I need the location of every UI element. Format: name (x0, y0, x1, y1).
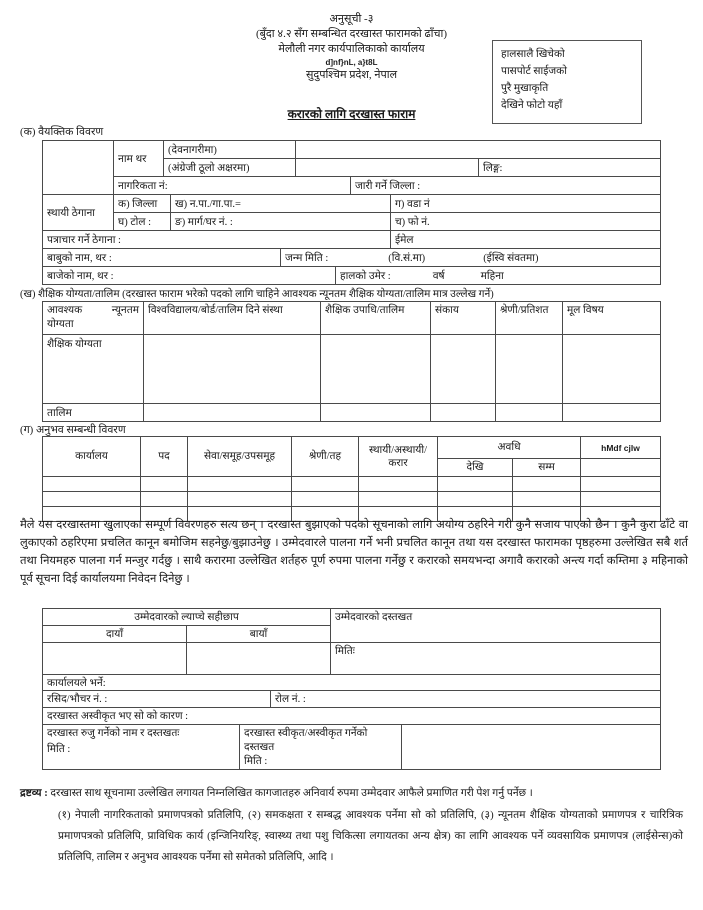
empty-cell (188, 492, 292, 507)
name-devnagari-label: (देवनागरीमा) (164, 141, 296, 159)
footnote-items: (१) नेपाली नागरिकताको प्रमाणपत्रको प्रतिलिपि, (२) समकक्षता र सम्बद्ध आवश्यक पर्नेमा सो को प्रतिलिपि, (३) न्यूनतम शैक्षिक योग्यताको प्रमाणपत्र र चारित्रिक प्रमाणपत्रको प्रतिलिपि, प्राविधिक कार्य (इन्जिनियरिङ्, स्वास्थ्य तथा पशु चिकित्सा लगायतका अन्य क्षेत्र) का लागि आवश्यक पर्ने व्यवसायिक प्रमाणपत्र (लाईसेन्स)को प्रतिलिपि, तालिम र अनुभव आवश्यक पर्नेमा सो समेतको प्रतिलिपि, आदि । (58, 810, 683, 863)
empty-cell (438, 492, 513, 507)
thumbprint-right-box (43, 643, 187, 675)
exp-header-office: कार्यालय (43, 437, 141, 477)
experience-table (42, 436, 660, 522)
empty-cell (359, 492, 438, 507)
municipality-label: ख) न.पा./गा.पा.= (171, 195, 391, 213)
empty-cell (496, 335, 563, 404)
province-name: सुदुपश्चिम प्रदेश, नेपाल (305, 69, 398, 81)
office-use-label: कार्यालयले भर्ने: (43, 675, 661, 691)
empty-cell (292, 477, 359, 492)
edu-header-faculty: संकाय (431, 302, 496, 335)
empty-cell (431, 335, 496, 404)
office-name: मेलौली नगर कार्यपालिकाको कार्यालय (278, 43, 425, 55)
dob-ad-label: (ईस्वि संवतमा) (483, 252, 539, 264)
edu-header-division: श्रेणी/प्रतिशत (496, 302, 563, 335)
annex-title: अनुसूची -३ (329, 13, 374, 25)
section-title-experience: (ग) अनुभव सम्बन्धी विवरण (20, 424, 126, 436)
approver-label-line1: दरखास्त स्वीकृत/अस्वीकृत गर्नेको (244, 728, 368, 739)
empty-cell (496, 404, 563, 422)
exp-header-service-group: सेवा/समूह/उपसमूह (188, 437, 292, 477)
empty-cell (141, 477, 188, 492)
candidate-signature-cell: उम्मेदवारको दस्तखत (331, 609, 661, 643)
empty-cell (581, 477, 661, 492)
phone-label: च) फो नं. (391, 213, 661, 231)
empty-cell (581, 492, 661, 507)
name-devnagari-input-cell (296, 141, 661, 159)
checker-date-label: मिति : (47, 744, 71, 755)
current-age-label: हालको उमेर : (340, 270, 391, 282)
footnote-block (20, 786, 688, 868)
edu-header-institution: विश्वविद्यालय/बोर्ड/तालिम दिने संस्था (144, 302, 321, 335)
name-label-cell: नाम थर (114, 141, 164, 177)
empty-cell (402, 725, 661, 770)
email-label: ईमेल (391, 231, 661, 249)
empty-cell (321, 404, 431, 422)
empty-cell (513, 477, 581, 492)
grandfather-name-label: बाजेको नाम, थर : (43, 267, 336, 285)
dob-cell (281, 249, 661, 267)
empty-cell (43, 477, 141, 492)
signature-office-table (42, 608, 660, 770)
personal-details-table (42, 140, 660, 285)
receipt-no-label: रसिद/भौचर नं. : (43, 691, 271, 708)
ward-label: ग) वडा नं (391, 195, 661, 213)
tole-label: घ) टोल : (114, 213, 171, 231)
empty-cell (563, 404, 661, 422)
edu-header-main-subject: मूल विषय (563, 302, 661, 335)
empty-cell (359, 477, 438, 492)
district-label: क) जिल्ला (114, 195, 171, 213)
exp-header-total-period-preeti-text: hMdf cjlw (581, 437, 661, 459)
empty-cell (431, 404, 496, 422)
rejection-reason-label: दरखास्त अस्वीकृत भए सो को कारण : (43, 708, 661, 725)
photo-placeholder-box (492, 40, 642, 124)
photo-box-line: पासपोर्ट साईजको (501, 66, 567, 77)
checker-name-label: दरखास्त रुजु गर्नेको नाम र दस्तखतः (47, 728, 180, 739)
exp-header-period-from: देखि (438, 459, 513, 477)
declaration-paragraph: मैले यस दरखास्तमा खुलाएका सम्पूर्ण विवरणहरु सत्य छन् । दरखास्त बुझाएको पदको सूचनाको लागि अयोग्य ठहरिने गरी कुनै सजाय पाएको छैन । कुनै कुरा ढाँटे वा लुकाएको ठहरिएमा प्रचलित कानून बमोजिम सहनेछु/बुझाउनेछु । उम्मेदवारले पालना गर्ने भनी प्रचलित कानून तथा यस दरखास्त फारामका पृष्ठहरुमा उल्लेखित सबै शर्त तथा नियमहरु पालना गर्न मन्जुर गर्दछु । साथै करारमा उल्लेखित शर्तहरु पूर्ण रुपमा पालना गर्नेछु र करारको समयभन्दा अगावै करारको अन्त्य गर्दा कम्तिमा ३ महिनाको पूर्व सूचना दिई कार्यालयमा निवेदन दिनेछु । (20, 519, 688, 585)
father-name-label: बाबुको नाम, थर : (43, 249, 281, 267)
thumbprint-left-box (187, 643, 331, 675)
dob-bs-label: (वि.सं.मा) (388, 252, 426, 264)
section-title-personal: (क) वैयक्तिक विवरण (20, 126, 104, 138)
mailing-address-label: पत्राचार गर्ने ठेगाना : (43, 231, 391, 249)
current-age-cell (336, 267, 661, 285)
empty-cell (43, 492, 141, 507)
thumbprint-left-label: बायाँ (187, 626, 331, 643)
section-title-education: (ख) शैक्षिक योग्यता/तालिम (दरखास्त फाराम भरेको पदको लागि चाहिने आवश्यक न्यूनतम शैक्षिक योग्यता/तालिम मात्र उल्लेख गर्ने) (20, 289, 494, 300)
empty-cell (188, 477, 292, 492)
edu-row-training-label: तालिम (43, 404, 144, 422)
exp-header-period-to: सम्म (513, 459, 581, 477)
empty-cell (513, 492, 581, 507)
empty-cell (144, 335, 321, 404)
dob-label: जन्म मिति : (285, 252, 329, 264)
thumbprint-right-label: दायाँ (43, 626, 187, 643)
age-years-label: वर्ष (432, 270, 445, 282)
exp-header-period: अवधि (438, 437, 581, 459)
checker-cell (43, 725, 240, 770)
exp-header-class-level: श्रेणी/तह (292, 437, 359, 477)
gender-label: लिङ्ग: (479, 159, 661, 177)
empty-cell (563, 335, 661, 404)
street-label: ङ) मार्ग/घर नं. : (171, 213, 391, 231)
photo-box-line: देखिने फोटो यहाँ (501, 100, 563, 111)
exp-header-permanent-temp: स्थायी/अस्थायी/करार (359, 437, 438, 477)
edu-header-min-qualification: आवश्यक न्यूनतम योग्यता (43, 302, 144, 335)
approver-date-label: मिति : (244, 756, 268, 767)
edu-header-degree: शैक्षिक उपाधि/तालिम (321, 302, 431, 335)
empty-cell (144, 404, 321, 422)
edu-row-qualification-label: शैक्षिक योग्यता (43, 335, 144, 404)
form-title: करारको लागि दरखास्त फाराम (287, 107, 416, 121)
empty-cell (141, 492, 188, 507)
issue-district-label: जारी गर्ने जिल्ला : (351, 177, 661, 195)
approver-label-line2: दस्तखत (244, 742, 275, 753)
office-location-preeti-text: d]nf}nL, a}t8L (325, 58, 378, 67)
empty-cell (581, 459, 661, 477)
citizenship-no-label: नागरिकता नं: (114, 177, 351, 195)
footnote-intro: दरखास्त साथ सूचनामा उल्लेखित लगायत निम्नलिखित कागजातहरु अनिवार्य रुपमा उम्मेदवार आफैले प्रमाणित गरी पेश गर्नु पर्नेछ । (50, 788, 533, 799)
photo-box-line: पुरै मुखाकृति (501, 83, 549, 94)
education-table (42, 301, 660, 422)
name-english-label: (अंग्रेजी ठूलो अक्षरमा) (164, 159, 296, 177)
roll-no-label: रोल नं. : (271, 691, 661, 708)
empty-cell (321, 335, 431, 404)
annex-subtitle: (बुँदा ४.२ सँग सम्बन्धित दरखास्त फारामको ढाँचा) (255, 28, 447, 40)
empty-cell (292, 492, 359, 507)
signature-date-cell: मितिः (331, 643, 661, 675)
permanent-address-label: स्थायी ठेगाना (43, 195, 114, 231)
empty-cell (43, 141, 114, 195)
age-months-label: महिना (480, 270, 504, 282)
approver-cell (240, 725, 402, 770)
thumbprint-title: उम्मेदवारको ल्याप्चे सहीछाप (43, 609, 331, 626)
footnote-label: द्रष्टव्य : (20, 788, 48, 799)
empty-cell (438, 477, 513, 492)
name-english-input-cell (296, 159, 479, 177)
photo-box-line: हालसालै खिचेको (501, 49, 565, 60)
exp-header-post: पद (141, 437, 188, 477)
